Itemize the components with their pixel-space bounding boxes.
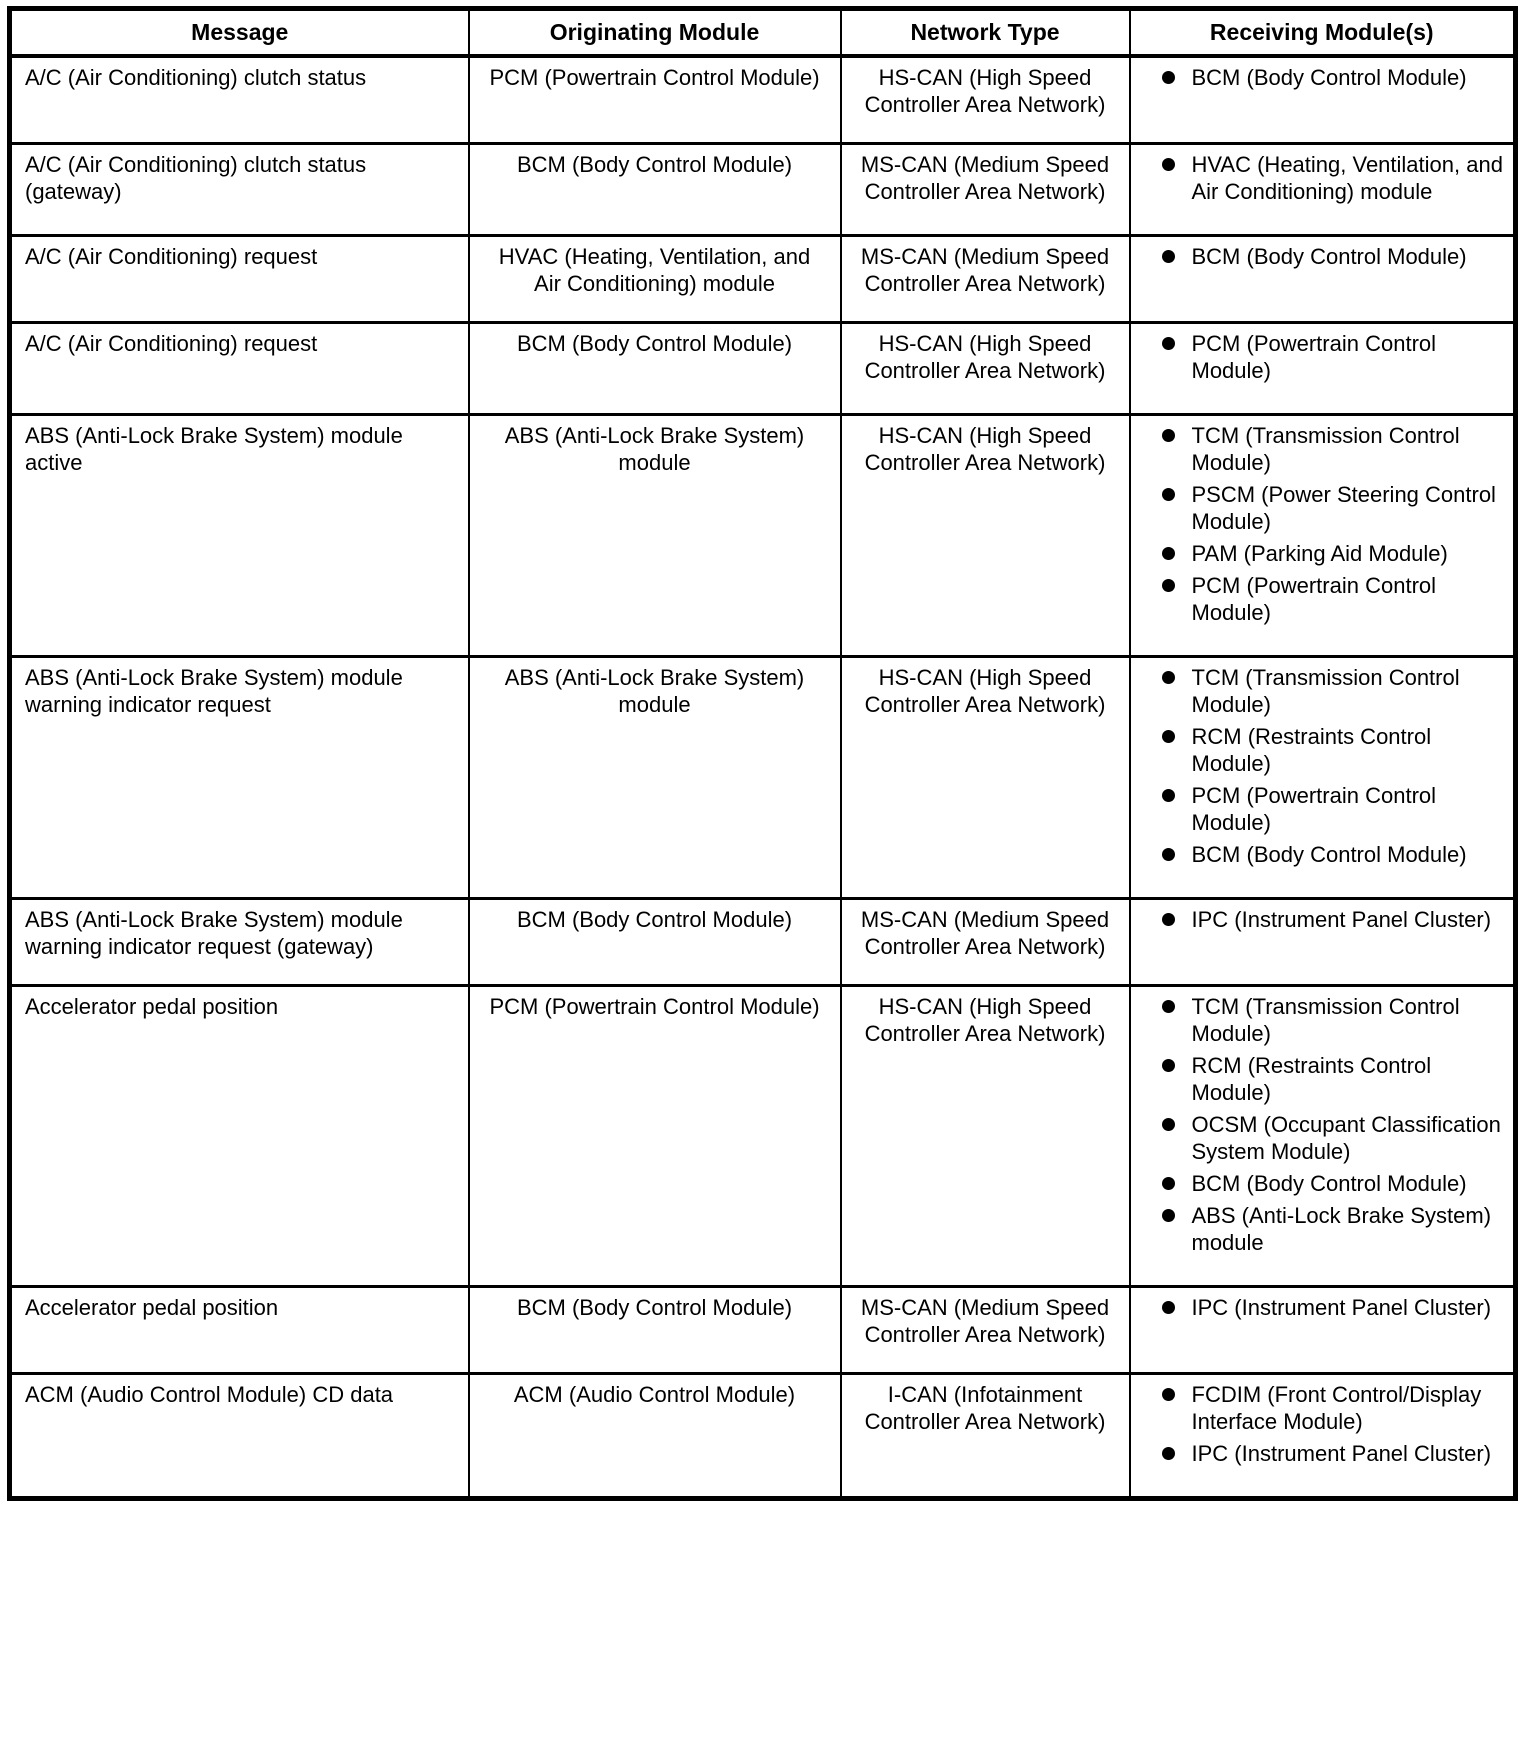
table-row — [10, 1287, 1516, 1374]
message-cell: Accelerator pedal position — [10, 986, 469, 1287]
receiving-module-item — [1131, 1202, 1506, 1256]
bullet-icon — [1162, 789, 1175, 802]
message-cell: A/C (Air Conditioning) clutch status (gateway) — [10, 144, 469, 236]
receiving-module-text: PAM (Parking Aid Module) — [1191, 541, 1448, 566]
receiving-module-text: TCM (Transmission Control Module) — [1191, 665, 1460, 717]
bullet-icon — [1162, 1388, 1175, 1401]
originating-module-cell: BCM (Body Control Module) — [469, 323, 841, 415]
receiving-module-item — [1131, 481, 1506, 535]
bullet-icon — [1162, 158, 1175, 171]
bullet-icon — [1162, 1177, 1175, 1190]
receiving-module-item — [1131, 540, 1506, 567]
receiving-module-text: TCM (Transmission Control Module) — [1191, 994, 1460, 1046]
column-header-network-type: Network Type — [841, 9, 1130, 57]
column-header-message: Message — [10, 9, 469, 57]
receiving-modules-cell — [1130, 1287, 1516, 1374]
receiving-module-text: PCM (Powertrain Control Module) — [1191, 573, 1437, 625]
table-row — [10, 657, 1516, 899]
bullet-icon — [1162, 579, 1175, 592]
bullet-icon — [1162, 1118, 1175, 1131]
network-type-cell: I-CAN (Infotainment Controller Area Network) — [841, 1374, 1130, 1499]
table-row — [10, 986, 1516, 1287]
receiving-module-item — [1131, 1052, 1506, 1106]
bullet-icon — [1162, 730, 1175, 743]
receiving-module-item — [1131, 1440, 1506, 1467]
bullet-icon — [1162, 1447, 1175, 1460]
receiving-modules-cell — [1130, 986, 1516, 1287]
receiving-module-text: ABS (Anti-Lock Brake System) module — [1191, 1203, 1492, 1255]
receiving-module-item — [1131, 1381, 1506, 1435]
receiving-module-text: TCM (Transmission Control Module) — [1191, 423, 1460, 475]
receiving-modules-list — [1131, 906, 1506, 933]
bullet-icon — [1162, 913, 1175, 926]
originating-module-cell: PCM (Powertrain Control Module) — [469, 986, 841, 1287]
receiving-module-text: IPC (Instrument Panel Cluster) — [1191, 907, 1492, 932]
column-header-receiving-modules: Receiving Module(s) — [1130, 9, 1516, 57]
header-row — [10, 9, 1516, 57]
receiving-modules-cell — [1130, 236, 1516, 323]
table-row — [10, 1374, 1516, 1499]
receiving-module-text: OCSM (Occupant Classification System Module) — [1191, 1112, 1501, 1164]
receiving-module-item — [1131, 841, 1506, 868]
receiving-modules-list — [1131, 422, 1506, 626]
receiving-modules-cell — [1130, 657, 1516, 899]
network-message-table — [7, 6, 1518, 1501]
bullet-icon — [1162, 1000, 1175, 1013]
table-row — [10, 323, 1516, 415]
table-row — [10, 56, 1516, 144]
receiving-modules-list — [1131, 1381, 1506, 1467]
table-body — [10, 56, 1516, 1499]
originating-module-cell: BCM (Body Control Module) — [469, 1287, 841, 1374]
network-type-cell: HS-CAN (High Speed Controller Area Network) — [841, 986, 1130, 1287]
receiving-module-text: PCM (Powertrain Control Module) — [1191, 331, 1437, 383]
document-page — [0, 6, 1520, 1740]
originating-module-cell: HVAC (Heating, Ventilation, and Air Conditioning) module — [469, 236, 841, 323]
receiving-module-item — [1131, 243, 1506, 270]
receiving-module-text: PSCM (Power Steering Control Module) — [1191, 482, 1496, 534]
originating-module-cell: PCM (Powertrain Control Module) — [469, 56, 841, 144]
receiving-module-text: BCM (Body Control Module) — [1191, 842, 1467, 867]
network-type-cell: HS-CAN (High Speed Controller Area Network) — [841, 323, 1130, 415]
receiving-modules-cell — [1130, 899, 1516, 986]
network-type-cell: MS-CAN (Medium Speed Controller Area Network) — [841, 1287, 1130, 1374]
message-cell: Accelerator pedal position — [10, 1287, 469, 1374]
receiving-module-text: BCM (Body Control Module) — [1191, 1171, 1467, 1196]
receiving-module-item — [1131, 572, 1506, 626]
network-type-cell: HS-CAN (High Speed Controller Area Network) — [841, 415, 1130, 657]
receiving-module-text: RCM (Restraints Control Module) — [1191, 724, 1432, 776]
column-header-originating-module: Originating Module — [469, 9, 841, 57]
receiving-modules-cell — [1130, 415, 1516, 657]
message-cell: ABS (Anti-Lock Brake System) module active — [10, 415, 469, 657]
receiving-module-text: PCM (Powertrain Control Module) — [1191, 783, 1437, 835]
message-cell: A/C (Air Conditioning) request — [10, 323, 469, 415]
receiving-module-item — [1131, 723, 1506, 777]
receiving-modules-cell — [1130, 56, 1516, 144]
network-type-cell: MS-CAN (Medium Speed Controller Area Network) — [841, 236, 1130, 323]
receiving-modules-list — [1131, 243, 1506, 270]
receiving-module-text: IPC (Instrument Panel Cluster) — [1191, 1295, 1492, 1320]
receiving-module-item — [1131, 664, 1506, 718]
table-row — [10, 236, 1516, 323]
receiving-modules-list — [1131, 664, 1506, 868]
bullet-icon — [1162, 1209, 1175, 1222]
message-cell: A/C (Air Conditioning) request — [10, 236, 469, 323]
bullet-icon — [1162, 488, 1175, 501]
message-cell: ACM (Audio Control Module) CD data — [10, 1374, 469, 1499]
bullet-icon — [1162, 250, 1175, 263]
receiving-modules-cell — [1130, 323, 1516, 415]
originating-module-cell: ACM (Audio Control Module) — [469, 1374, 841, 1499]
receiving-modules-cell — [1130, 144, 1516, 236]
receiving-module-text: FCDIM (Front Control/Display Interface Module) — [1191, 1382, 1482, 1434]
originating-module-cell: BCM (Body Control Module) — [469, 144, 841, 236]
receiving-modules-list — [1131, 64, 1506, 91]
network-type-cell: MS-CAN (Medium Speed Controller Area Network) — [841, 899, 1130, 986]
network-type-cell: MS-CAN (Medium Speed Controller Area Network) — [841, 144, 1130, 236]
network-type-cell: HS-CAN (High Speed Controller Area Network) — [841, 657, 1130, 899]
bullet-icon — [1162, 71, 1175, 84]
receiving-modules-list — [1131, 330, 1506, 384]
receiving-module-item — [1131, 151, 1506, 205]
originating-module-cell: BCM (Body Control Module) — [469, 899, 841, 986]
receiving-module-item — [1131, 1170, 1506, 1197]
bullet-icon — [1162, 1301, 1175, 1314]
bullet-icon — [1162, 547, 1175, 560]
message-cell: ABS (Anti-Lock Brake System) module warning indicator request — [10, 657, 469, 899]
bullet-icon — [1162, 337, 1175, 350]
message-cell: ABS (Anti-Lock Brake System) module warning indicator request (gateway) — [10, 899, 469, 986]
table-row — [10, 144, 1516, 236]
bullet-icon — [1162, 848, 1175, 861]
receiving-module-item — [1131, 1294, 1506, 1321]
bullet-icon — [1162, 429, 1175, 442]
receiving-modules-cell — [1130, 1374, 1516, 1499]
originating-module-cell: ABS (Anti-Lock Brake System) module — [469, 657, 841, 899]
receiving-module-item — [1131, 1111, 1506, 1165]
table-row — [10, 415, 1516, 657]
receiving-module-item — [1131, 422, 1506, 476]
receiving-module-item — [1131, 64, 1506, 91]
receiving-module-text: IPC (Instrument Panel Cluster) — [1191, 1441, 1492, 1466]
receiving-modules-list — [1131, 993, 1506, 1256]
receiving-module-item — [1131, 330, 1506, 384]
receiving-modules-list — [1131, 151, 1506, 205]
table-header — [10, 9, 1516, 57]
receiving-module-item — [1131, 993, 1506, 1047]
receiving-module-text: RCM (Restraints Control Module) — [1191, 1053, 1432, 1105]
receiving-module-item — [1131, 782, 1506, 836]
receiving-module-text: BCM (Body Control Module) — [1191, 244, 1467, 269]
message-cell: A/C (Air Conditioning) clutch status — [10, 56, 469, 144]
originating-module-cell: ABS (Anti-Lock Brake System) module — [469, 415, 841, 657]
receiving-module-item — [1131, 906, 1506, 933]
network-type-cell: HS-CAN (High Speed Controller Area Network) — [841, 56, 1130, 144]
receiving-module-text: HVAC (Heating, Ventilation, and Air Conditioning) module — [1191, 152, 1503, 204]
bullet-icon — [1162, 1059, 1175, 1072]
receiving-modules-list — [1131, 1294, 1506, 1321]
table-row — [10, 899, 1516, 986]
bullet-icon — [1162, 671, 1175, 684]
receiving-module-text: BCM (Body Control Module) — [1191, 65, 1467, 90]
